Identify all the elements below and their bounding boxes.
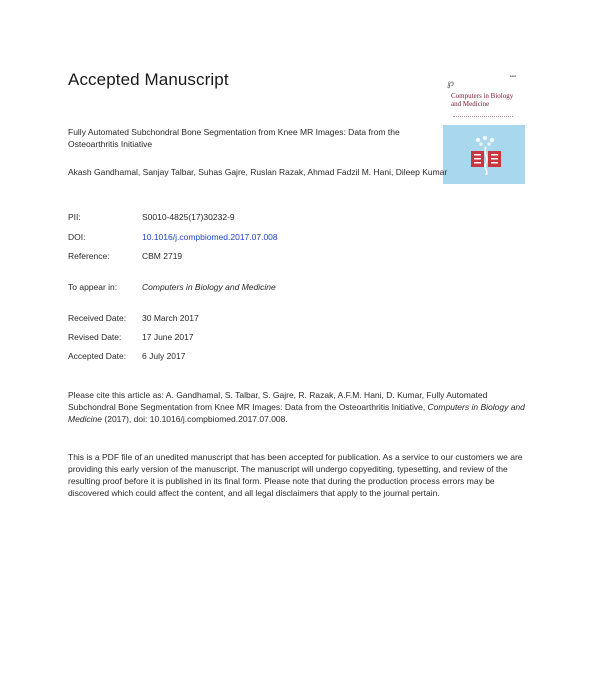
citation-journal: Computers in Biology and Medicine [68, 402, 525, 424]
accepted-date-label: Accepted Date: [68, 351, 127, 361]
accepted-date-value: 6 July 2017 [142, 351, 186, 361]
pii-value: S0010-4825(17)30232-9 [142, 212, 235, 222]
journal-cover-title-line2: and Medicine [451, 100, 490, 108]
journal-cover-image [443, 76, 525, 184]
page-heading: Accepted Manuscript [68, 70, 229, 89]
journal-cover-header [443, 76, 525, 125]
dna-books-icon [469, 135, 503, 175]
revised-date-label: Revised Date: [68, 332, 122, 342]
journal-cover-title-line1: Computers in Biology [451, 92, 514, 100]
cover-corner-mark: ▪▪▪ [509, 74, 516, 80]
doi-link[interactable]: 10.1016/j.compbiomed.2017.07.008 [142, 232, 278, 242]
received-date-label: Received Date: [68, 313, 127, 323]
received-date-value: 30 March 2017 [142, 313, 199, 323]
article-title: Fully Automated Subchondral Bone Segmentation from Knee MR Images: Data from the Osteoarthritis Initiative [68, 127, 400, 149]
pii-label: PII: [68, 212, 81, 222]
doi-label: DOI: [68, 232, 86, 242]
journal-cover-title [451, 92, 523, 108]
journal-cover-artwork [443, 125, 525, 184]
citation-text-before: Please cite this article as: A. Gandhamal, S. Talbar, S. Gajre, R. Razak, A.F.M. Hani, D. Kumar, Fully Automated Subchondral Bone Segmentation from Knee MR Images: Data from the Osteoarthritis Initiative, [68, 390, 488, 412]
article-authors: Akash Gandhamal, Sanjay Talbar, Suhas Gajre, Ruslan Razak, Ahmad Fadzil M. Hani, Dileep Kumar [68, 167, 448, 177]
citation-paragraph [68, 389, 530, 425]
revised-date-value: 17 June 2017 [142, 332, 194, 342]
to-appear-label: To appear in: [68, 282, 118, 292]
citation-text-after: (2017), doi: 10.1016/j.compbiomed.2017.07.008. [102, 414, 288, 424]
unedited-manuscript-notice: This is a PDF file of an unedited manuscript that has been accepted for publication. As a service to our customers we are providing this early version of the manuscript. The manuscript will undergo copyediting, typesetting, and review of the resulting proof before it is published in its final form. Please note that during the production process errors may be discovered which could affect the content, and all legal disclaimers that apply to the journal pertain. [68, 452, 523, 498]
reference-value: CBM 2719 [142, 251, 183, 261]
publisher-logo-icon: ℘ [447, 78, 454, 89]
cover-divider [453, 116, 513, 118]
journal-name: Computers in Biology and Medicine [142, 282, 276, 292]
reference-label: Reference: [68, 251, 110, 261]
